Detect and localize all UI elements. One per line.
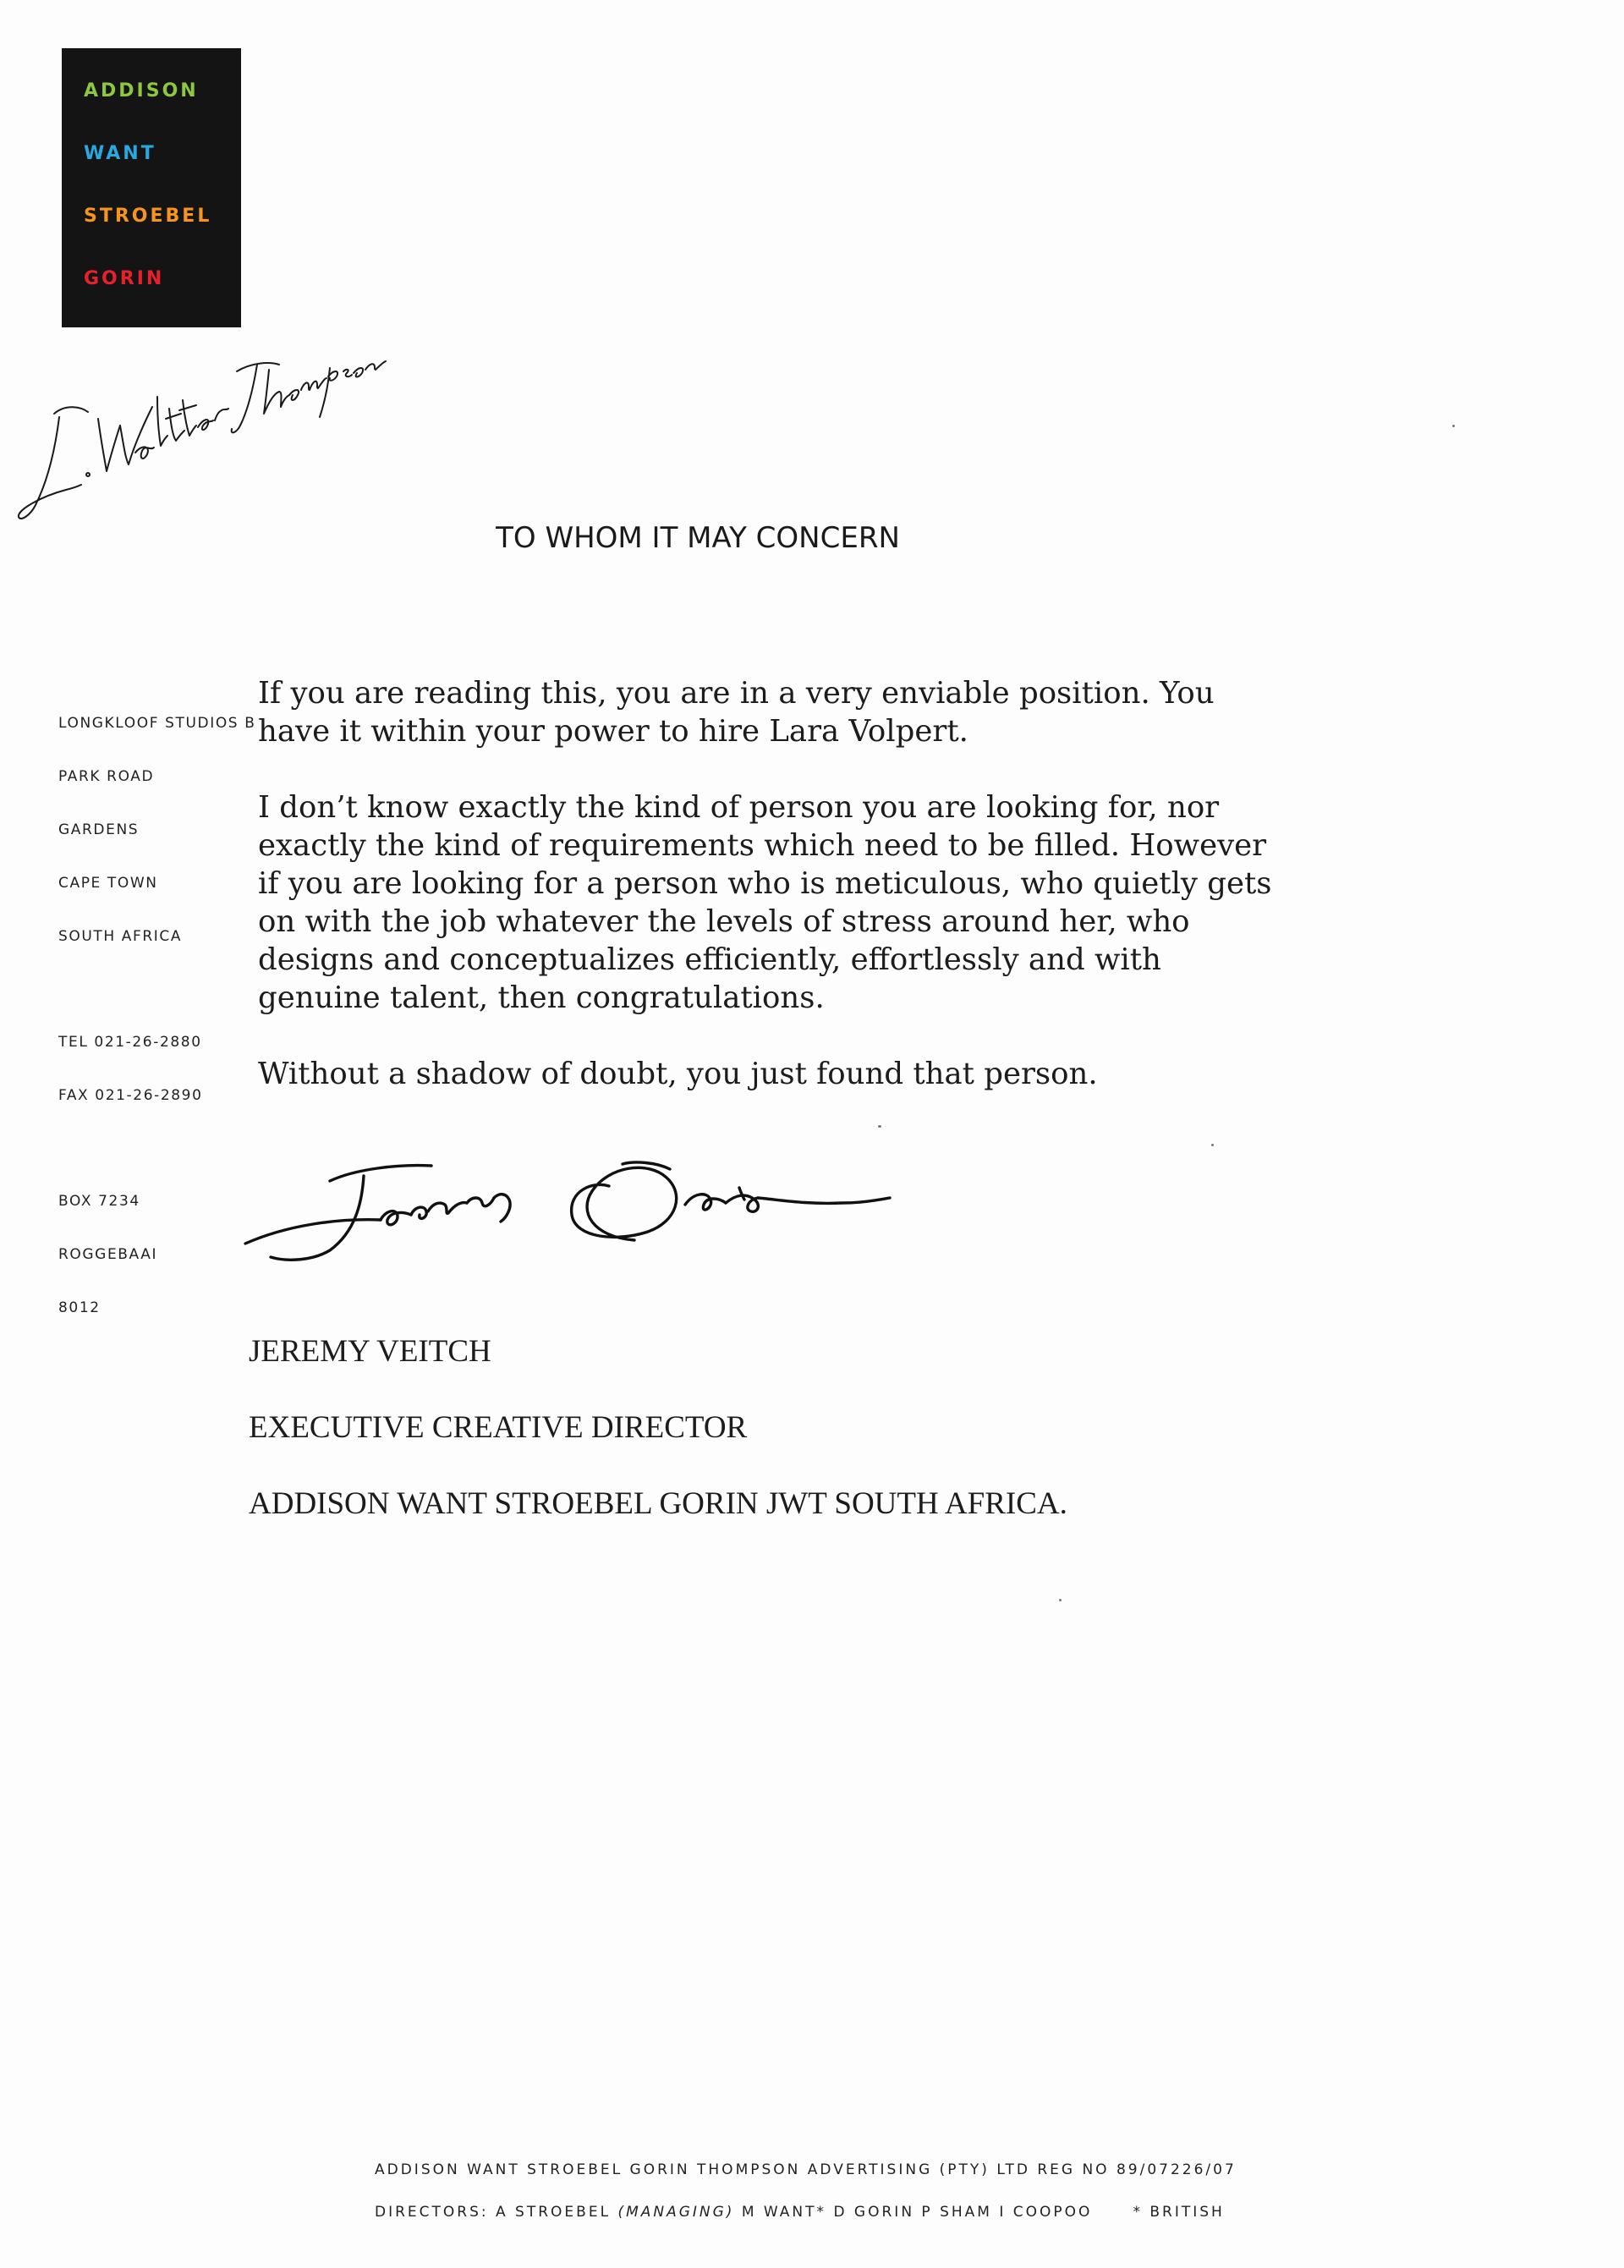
- signer-title: EXECUTIVE CREATIVE DIRECTOR: [249, 1410, 748, 1445]
- paper-speck: [1059, 1599, 1062, 1601]
- paper-speck: [878, 1125, 881, 1128]
- body-line: genuine talent, then congratulations.: [258, 980, 825, 1015]
- body-line: If you are reading this, you are in a very enviable position. You: [258, 676, 1215, 711]
- logo-line-gorin: GORIN: [84, 268, 165, 289]
- address-line-fax: FAX 021-26-2890: [58, 1087, 203, 1104]
- jwt-signature-logo: [15, 309, 387, 529]
- footer-directors-suffix: M WANT* D GORIN P SHAM I COOPOO: [734, 2204, 1093, 2221]
- signer-name: JEREMY VEITCH: [249, 1334, 491, 1369]
- address-line-country: SOUTH AFRICA: [58, 928, 183, 945]
- address-line-road: PARK ROAD: [58, 768, 155, 785]
- address-line-city: CAPE TOWN: [58, 875, 158, 892]
- paper-speck: [1452, 425, 1455, 427]
- signer-company: ADDISON WANT STROEBEL GORIN JWT SOUTH AFRICA.: [249, 1486, 1067, 1521]
- footer-directors-managing: (MANAGING): [617, 2204, 735, 2221]
- paper-speck: [1211, 1144, 1214, 1146]
- address-line-postal-area: ROGGEBAAI: [58, 1246, 158, 1263]
- handwritten-signature: [237, 1144, 939, 1271]
- company-logo: [62, 48, 241, 327]
- logo-line-stroebel: STROEBEL: [84, 206, 212, 227]
- body-line: on with the job whatever the levels of stress around her, who: [258, 904, 1190, 939]
- body-line: I don’t know exactly the kind of person you are looking for, nor: [258, 790, 1220, 825]
- body-line: designs and conceptualizes efficiently, effortlessly and with: [258, 942, 1161, 977]
- body-line: exactly the kind of requirements which need to be filled. However: [258, 828, 1267, 863]
- address-line-box: BOX 7234: [58, 1193, 140, 1210]
- body-line: have it within your power to hire Lara Volpert.: [258, 714, 968, 749]
- address-line-studio: LONGKLOOF STUDIOS B: [58, 715, 256, 732]
- body-line: if you are looking for a person who is meticulous, who quietly gets: [258, 866, 1272, 901]
- footer-british-note: * BRITISH: [1133, 2204, 1225, 2221]
- address-line-postcode: 8012: [58, 1299, 101, 1316]
- footer-directors: [375, 2204, 1225, 2221]
- address-line-tel: TEL 021-26-2880: [58, 1034, 202, 1051]
- logo-line-addison: ADDISON: [84, 80, 199, 102]
- address-line-suburb: GARDENS: [58, 821, 140, 838]
- footer-registration: ADDISON WANT STROEBEL GORIN THOMPSON ADVERTISING (PTY) LTD REG NO 89/07226/07: [375, 2161, 1237, 2178]
- footer-directors-prefix: DIRECTORS: A STROEBEL: [375, 2204, 618, 2221]
- body-line: Without a shadow of doubt, you just found that person.: [258, 1057, 1098, 1091]
- letter-body: [258, 674, 1358, 1131]
- letter-heading: TO WHOM IT MAY CONCERN: [496, 521, 900, 555]
- body-paragraph-1: [258, 674, 1358, 750]
- logo-line-want: WANT: [84, 143, 156, 164]
- body-paragraph-3: [258, 1055, 1358, 1093]
- body-paragraph-2: [258, 788, 1358, 1017]
